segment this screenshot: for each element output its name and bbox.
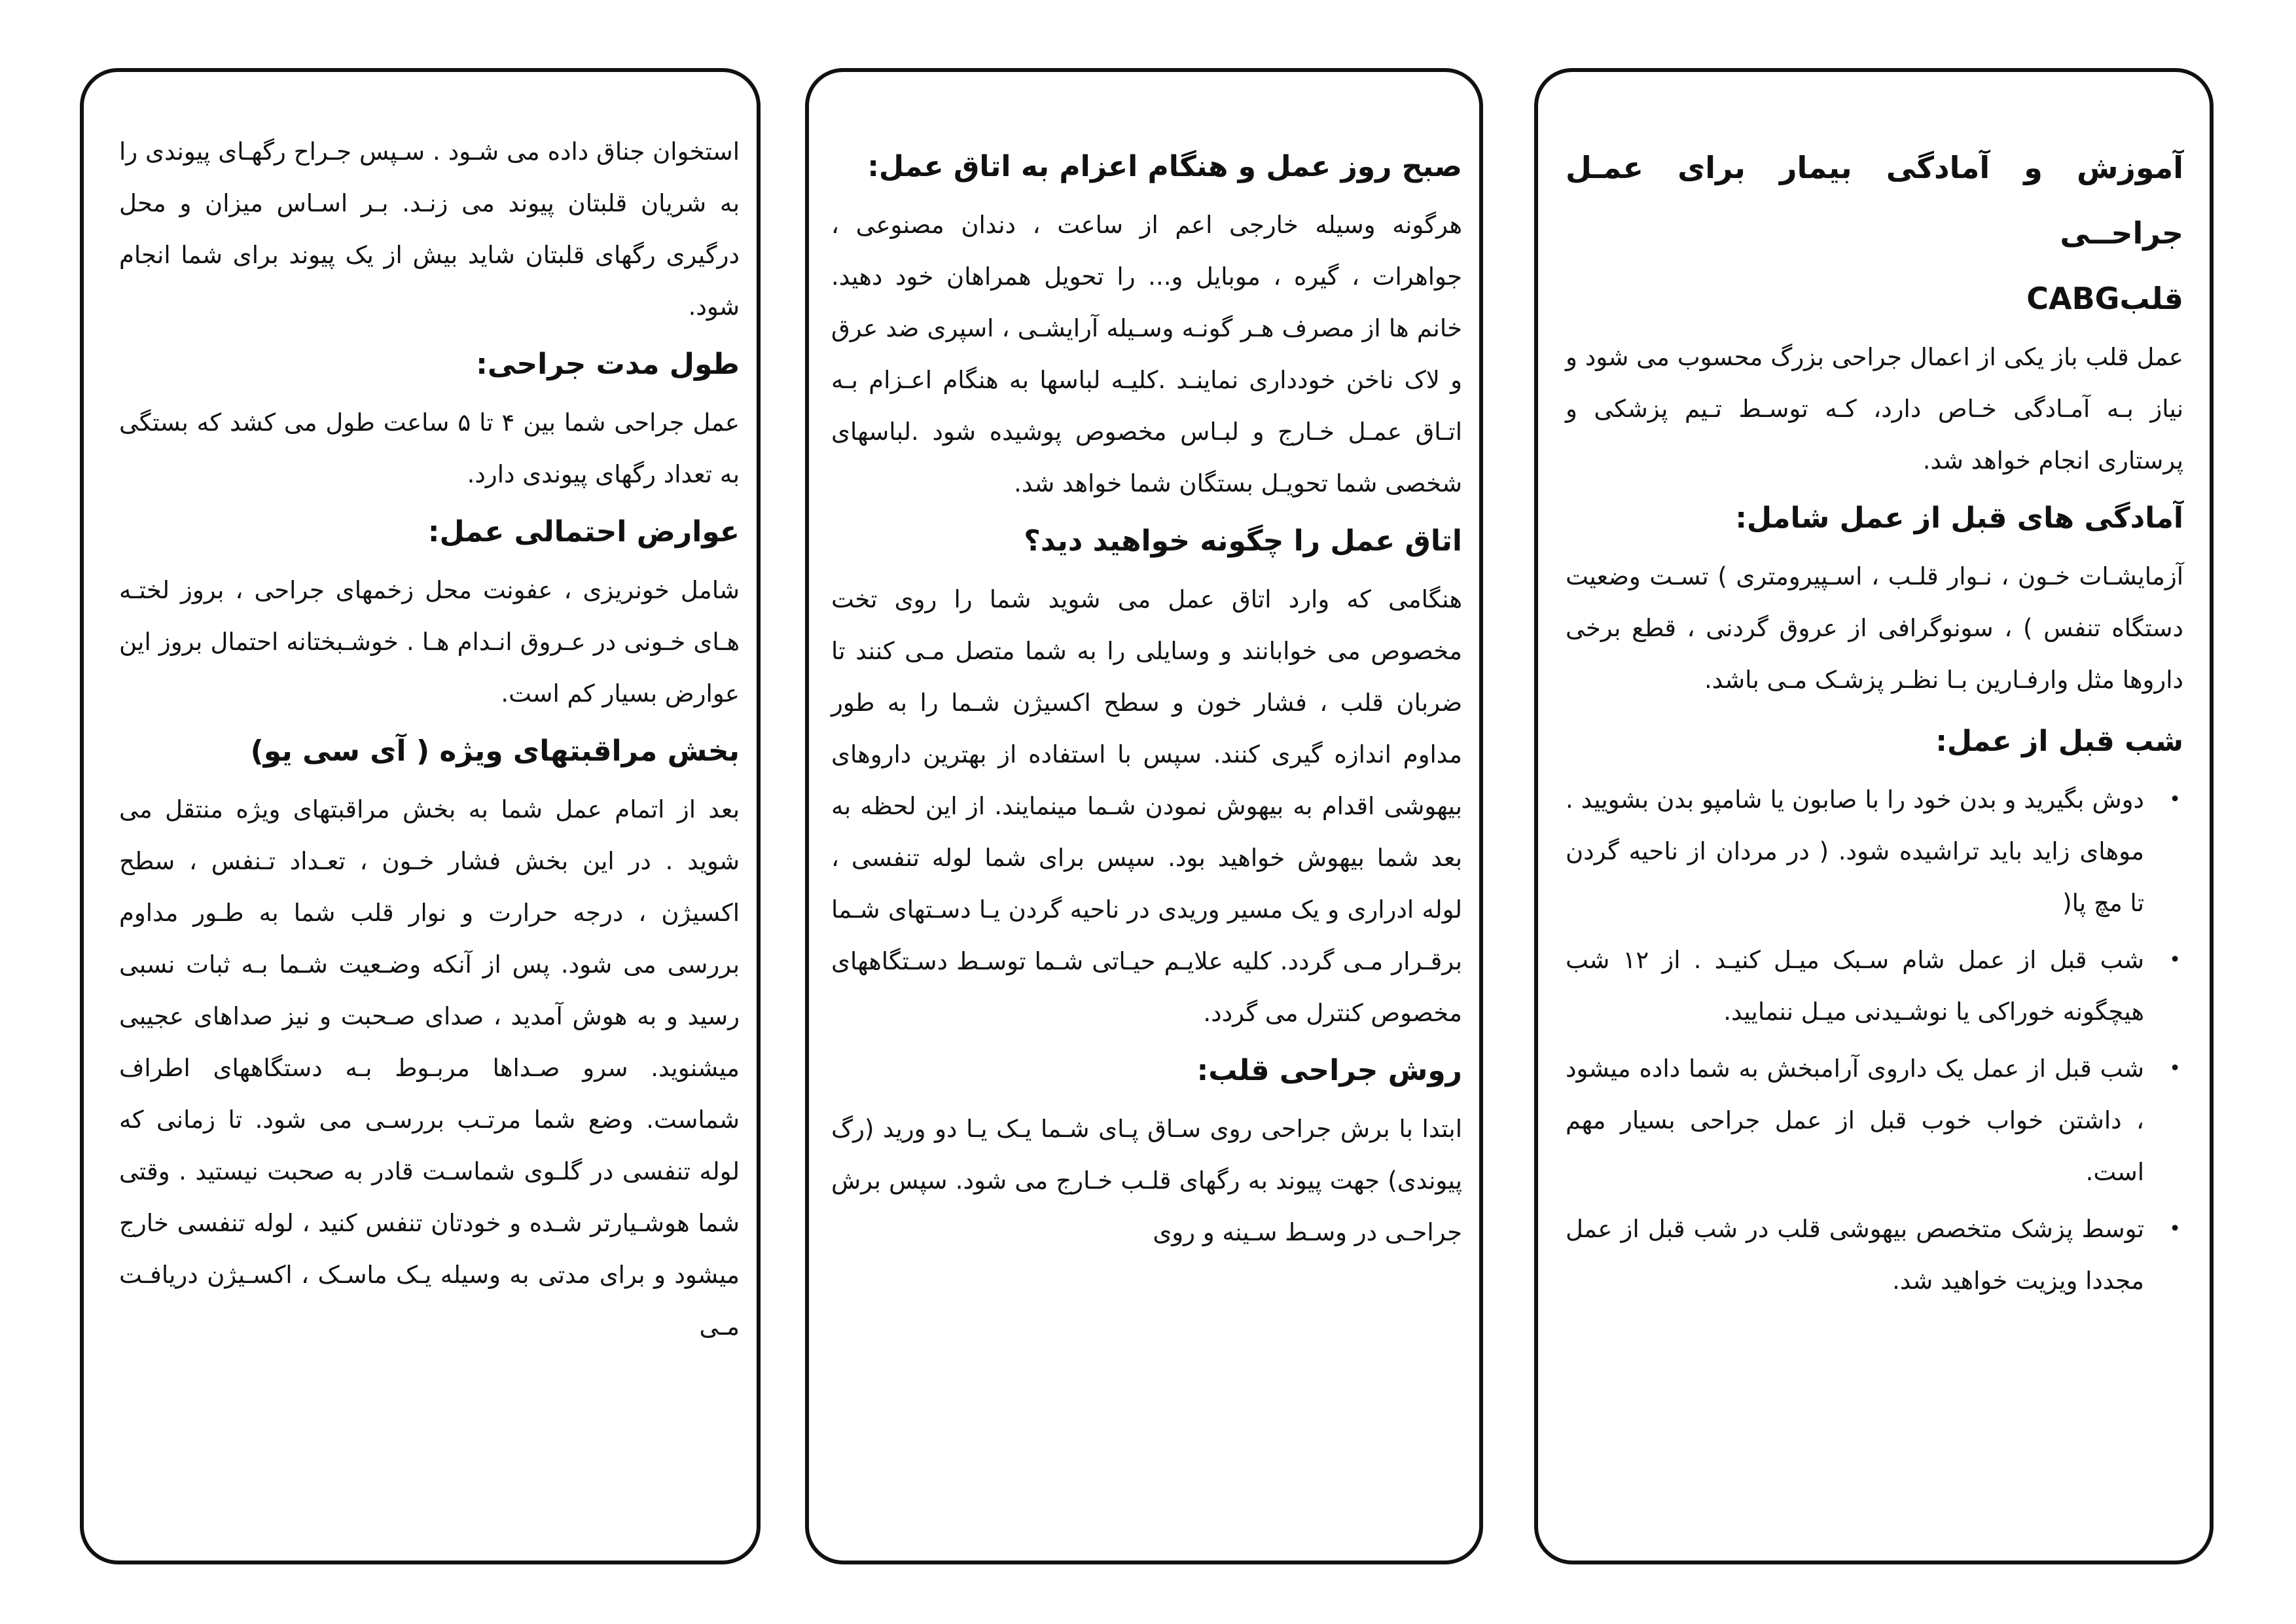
bullet-icon: •	[2169, 1057, 2181, 1080]
continuation-paragraph: استخوان جناق داده می شـود . سـپس جـراح رگهـای پیوندی را به شریان قلبتان پیوند می زنـد. بـر اسـاس میزان و محل درگیری رگهای قلبتان شاید بیش از یک پیوند برای شما انجام شود.	[119, 137, 740, 321]
heading-surgery-method: روش جراحی قلب:	[1196, 1054, 1462, 1087]
heading-icu: بخش مراقبتهای ویژه ( آی سی یو)	[250, 734, 740, 768]
heading-complications: عوارض احتمالی عمل:	[427, 515, 740, 549]
duration-paragraph: عمل جراحی شما بین ۴ تا ۵ ساعت طول می کشد که بستگی به تعداد رگهای پیوندی دارد.	[119, 408, 740, 488]
bullet-icon: •	[2169, 948, 2181, 971]
list-item: • شب قبل از عمل شام سـبک میـل کنیـد . از ۱۲ شب هیچگونه خوراکی یا نوشـیدنی میـل ننمایید.	[1566, 934, 2144, 1038]
morning-paragraph: هرگونه وسیله خارجی اعم از ساعت ، دندان مصنوعی ، جواهرات ، گیره ، موبایل و... را تحویل همراهان خود دهید. خانم ها از مصرف هـر گونـه وسـیله آرایشـی ، اسپری ضد عرق و لاک ناخن خودداری نماینـد .کلیـه لباسها به هنگام اعـزام بـه اتـاق عمـل خـارج و لبـاس مخصوص پوشیده شود .لباسهای شخصی شما تحویـل بستگان شما خواهد شد.	[831, 211, 1462, 497]
page-title-line-1: آموزش و آمادگی بیمار برای عمـل جراحــی	[1566, 150, 2183, 251]
page-title-line-2: قلبCABG	[2026, 281, 2183, 316]
complications-paragraph: شامل خونریزی ، عفونت محل زخمهای جراحی ، بروز لختـه هـای خـونی در عـروق انـدام هـا . خوشـبختانه احتمال بروز این عوارض بسیار کم است.	[119, 576, 740, 708]
operating-room-paragraph: هنگامی که وارد اتاق عمل می شوید شما را روی تخت مخصوص می خوابانند و وسایلی را به شما متصل مـی کنند تا ضربان قلب ، فشار خون و سطح اکسیژن شـما را به طور مداوم اندازه گیری کنند. سپس با استفاده از بهترین داروهای بیهوشی اقدام به بیهوش نمودن شـما مینمایند. از این لحظه به بعد شما بیهوش خواهید بود. سپس برای شما لوله تنفسی ، لوله ادراری و یک مسیر وریدی در ناحیه گردن یـا دسـتهای شـما برقـرار مـی گردد. کلیه علایـم حیـاتی شـما توسـط دسـتگاههای مخصوص کنترل می گردد.	[831, 585, 1462, 1027]
icu-paragraph: بعد از اتمام عمل شما به بخش مراقبتهای ویژه منتقل می شوید . در این بخش فشار خـون ، تعـداد تـنفس ، سطح اکسیژن ، درجه حرارت و نوار قلب شما به طـور مداوم بررسی می شود. پس از آنکه وضـعیت شـما بـه ثبات نسبی رسید و به هوش آمدید ، صدای صـحبت و نیز صداهای عجیبی میشنوید. سرو صـداها مربـوط بـه دستگاههای اطراف شماست. وضع شما مرتـب بررسـی می شود. تا زمانی که لوله تنفسی در گلـوی شماسـت قادر به صحبت نیستید . وقتی شما هوشـیارتر شـده و خودتان تنفس کنید ، لوله تنفسی خارج میشود و برای مدتی به وسیله یـک ماسـک ، اکسـیژن دریافـت مـی	[119, 795, 740, 1341]
list-item: • توسط پزشک متخصص بیهوشی قلب در شب قبل از عمل مجددا ویزیت خواهید شد.	[1566, 1203, 2144, 1307]
intro-paragraph: عمل قلب باز یکی از اعمال جراحی بزرگ محسوب می شود و نیاز بـه آمـادگی خـاص دارد، کـه توسـط تـیم پزشکی و پرستاری انجام خواهد شد.	[1566, 343, 2183, 475]
bullet-icon: •	[2169, 1218, 2181, 1240]
preparation-paragraph: آزمایشـات خـون ، نـوار قلـب ، اسـپیرومتری ) تسـت وضعیت دستگاه تنفس ) ، سونوگرافی از عروق گردنی ، قطع برخی داروها مثل وارفـارین بـا نظـر پزشـک مـی باشد.	[1566, 562, 2183, 694]
night-before-list	[1566, 774, 2183, 1307]
list-item: • شب قبل از عمل یک داروی آرامبخش به شما داده میشود ، داشتن خواب خوب قبل از عمل جراحی بسیار مهم است.	[1566, 1043, 2144, 1198]
panel-right	[1534, 68, 2214, 1564]
heading-preparation: آمادگی های قبل از عمل شامل:	[1735, 501, 2183, 535]
panel-left	[80, 68, 761, 1564]
surgery-method-paragraph: ابتدا با برش جراحی روی سـاق پـای شـما یـک یـا دو ورید (رگ پیوندی) جهت پیوند به رگهای قلـب خـارج می شود. سپس برش جراحـی در وسـط سـینه و روی	[831, 1115, 1462, 1246]
list-item: • دوش بگیرید و بدن خود را با صابون یا شامپو بدن بشویید . موهای زاید باید تراشیده شود. ( در مردان از ناحیه گردن تا مچ پا(	[1566, 774, 2144, 929]
heading-duration: طول مدت جراحی:	[476, 348, 740, 381]
heading-morning-of-surgery: صبح روز عمل و هنگام اعزام به اتاق عمل:	[867, 150, 1462, 183]
panel-middle	[805, 68, 1483, 1564]
heading-operating-room: اتاق عمل را چگونه خواهید دید؟	[1024, 524, 1462, 558]
bullet-icon: •	[2169, 788, 2181, 811]
heading-night-before: شب قبل از عمل:	[1935, 725, 2183, 758]
